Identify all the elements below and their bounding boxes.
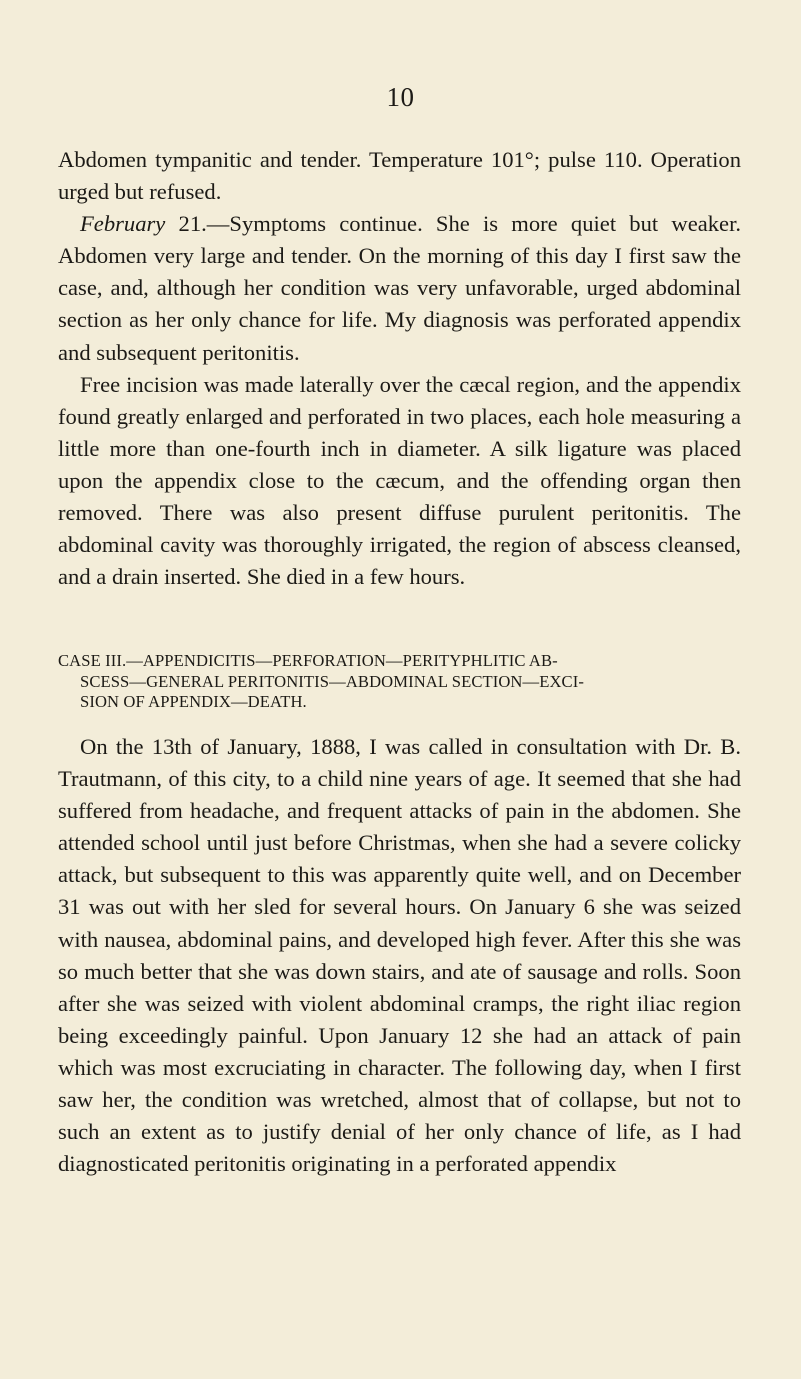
paragraph-case-three: On the 13th of January, 1888, I was called in consultation with Dr. B. Trautmann, of this city, to a child nine years of age. It seemed that she had suffered from headache, and frequent attacks of pain in the abdomen. She attended school until just before Christmas, when she had a severe colicky attack, but subsequent to this was apparently quite well, and on December 31 was out with her sled for several hours. On January 6 she was seized with nausea, abdominal pains, and developed high fever. After this she was so much better that she was down stairs, and ate of sausage and rolls. Soon after she was seized with violent abdominal cramps, the right iliac region being exceedingly painful. Upon January 12 she had an attack of pain which was most excruciating in character. The following day, when I first saw her, the condition was wretched, almost that of collapse, but not to such an extent as to justify denial of her only chance of life, as I had diagnosticated peritonitis originating in a perforated appendix	[58, 734, 741, 1177]
paragraph-incision: Free incision was made laterally over the cæcal region, and the appendix found greatly enlarged and perforated in two places, each hole measuring a little more than one-fourth inch in diameter. A silk ligature was placed upon the appendix close to the cæcum, and the offending organ then removed. There was also present diffuse purulent peritonitis. The abdominal cavity was thoroughly irrigated, the region of abscess cleansed, and a drain inserted. She died in a few hours.	[58, 371, 741, 590]
case-heading-line-3: SION OF APPENDIX—DEATH.	[80, 692, 307, 712]
date-label-february: February	[80, 211, 166, 237]
paragraph-abdomen: Abdomen tympanitic and tender. Temperature 101°; pulse 110. Operation urged but refused.	[58, 147, 741, 205]
case-heading	[58, 651, 741, 713]
paragraph-february	[58, 208, 741, 368]
text-block-lower	[58, 731, 741, 1180]
text-block-upper	[58, 144, 741, 593]
case-heading-line-2: SCESS—GENERAL PERITONITIS—ABDOMINAL SECTION—EXCI-	[80, 671, 584, 691]
case-heading-line-1: CASE III.—APPENDICITIS—PERFORATION—PERITYPHLITIC AB-	[58, 651, 558, 670]
paragraph-february-text: 21.—Symptoms continue. She is more quiet but weaker. Abdomen very large and tender. On the morning of this day I first saw the case, and, although her condition was very unfavorable, urged abdominal section as her only chance for life. My diagnosis was perforated appendix and subsequent peritonitis.	[58, 211, 741, 365]
page-number: 10	[386, 82, 415, 112]
